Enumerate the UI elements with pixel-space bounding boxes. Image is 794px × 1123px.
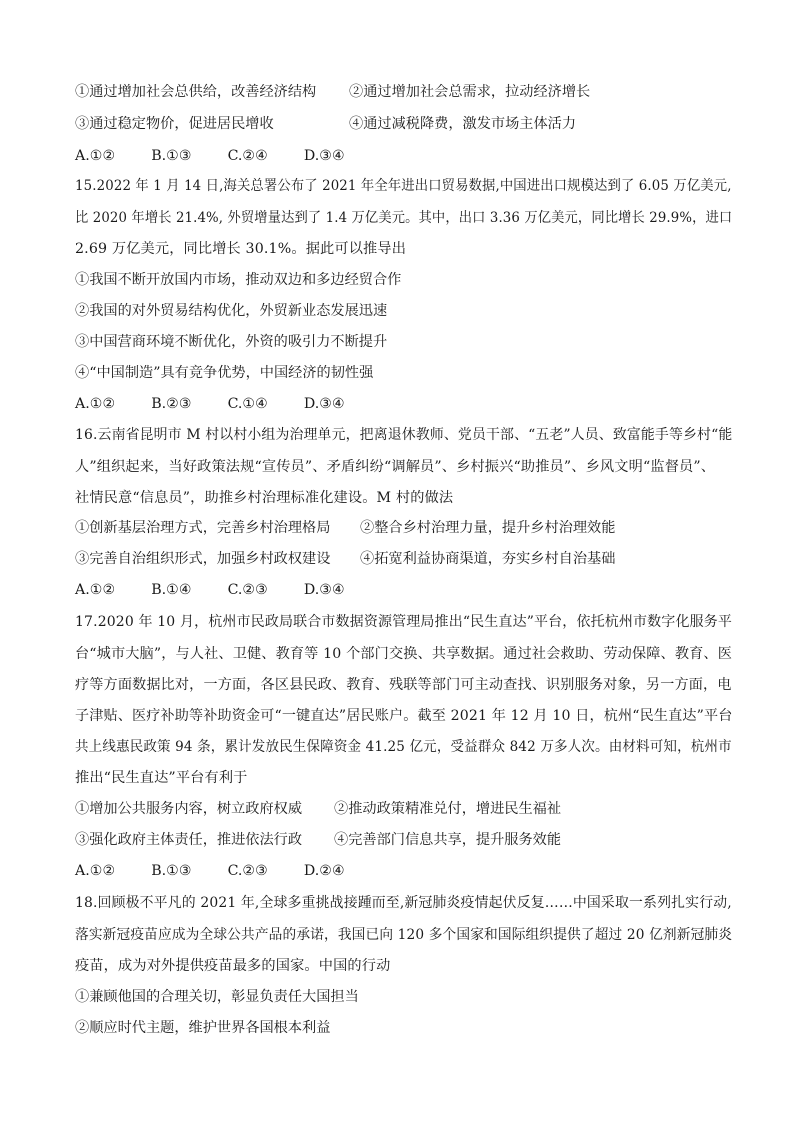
q16-option-3: ③完善自治组织形式，加强乡村政权建设	[75, 551, 331, 567]
q14-option-3: ③通过稳定物价，促进居民增收	[75, 116, 274, 132]
q17-options-row-2	[75, 830, 561, 850]
q17-answer-c: C.②③	[227, 863, 268, 879]
q15-answer-choices	[75, 394, 345, 414]
q14-answer-c: C.②④	[227, 148, 268, 164]
q14-answer-d: D.③④	[303, 148, 345, 164]
q15-stem-line-2: 比 2020 年增长 21.4%, 外贸增量达到了 1.4 万亿美元。其中，出口 3.36 万亿美元，同比增长 29.9%，进口	[75, 210, 733, 226]
q18-stem-line-3: 疫苗，成为对外提供疫苗最多的国家。中国的行动	[75, 958, 391, 974]
q15-answer-c: C.①④	[227, 396, 268, 412]
q16-answer-a: A.①②	[75, 582, 116, 598]
q14-option-4: ④通过减税降费，激发市场主体活力	[349, 116, 577, 132]
q16-options-row-2	[75, 549, 615, 569]
q17-option-1: ①增加公共服务内容，树立政府权威	[75, 801, 303, 817]
q15-option-4: ④“中国制造”具有竞争优势，中国经济的韧性强	[75, 365, 374, 381]
q17-option-3: ③强化政府主体责任，推进依法行政	[75, 832, 303, 848]
q17-stem-line-4: 子津贴、医疗补助等补助资金可“一键直达”居民账户。截至 2021 年 12 月 10 日，杭州“民生直达”平台	[75, 708, 733, 724]
q18-stem-line-1: 18.回顾极不平凡的 2021 年,全球多重挑战接踵而至,新冠肺炎疫情起伏反复……中国采取一系列扎实行动,	[75, 895, 732, 911]
q16-option-4: ④拓宽利益协商渠道，夯实乡村自治基础	[360, 551, 616, 567]
q15-stem-line-1: 15.2022 年 1 月 14 日,海关总署公布了 2021 年全年进出口贸易数据,中国进出口规模达到了 6.05 万亿美元,	[75, 178, 732, 194]
q14-answer-a: A.①②	[75, 148, 116, 164]
q18-option-1: ①兼顾他国的合理关切，彰显负责任大国担当	[75, 989, 359, 1005]
q17-option-4: ④完善部门信息共享，提升服务效能	[334, 832, 562, 848]
q14-options-row-2	[75, 114, 576, 134]
q14-answer-choices	[75, 146, 345, 166]
q17-stem-line-1: 17.2020 年 10 月，杭州市民政局联合市数据资源管理局推出“民生直达”平台，依托杭州市数字化服务平	[75, 614, 733, 630]
q15-option-3: ③中国营商环境不断优化，外资的吸引力不断提升	[75, 334, 388, 350]
q16-answer-choices	[75, 580, 345, 600]
q14-option-2: ②通过增加社会总需求，拉动经济增长	[349, 84, 591, 100]
q15-stem-line-3: 2.69 万亿美元，同比增长 30.1%。据此可以推导出	[75, 241, 407, 257]
q17-stem-line-3: 疗等方面数据比对，一方面，各区县民政、教育、残联等部门可主动查找、识别服务对象，另一方面，电	[75, 677, 732, 693]
q17-stem-line-5: 共上线惠民政策 94 条，累计发放民生保障资金 41.25 亿元，受益群众 842 万多人次。由材料可知，杭州市	[75, 739, 732, 755]
q18-option-2: ②顺应时代主题，维护世界各国根本利益	[75, 1020, 331, 1036]
q18-stem-line-2: 落实新冠疫苗应成为全球公共产品的承诺，我国已向 120 多个国家和国际组织提供了超过 20 亿剂新冠肺炎	[75, 927, 733, 943]
q14-answer-b: B.①③	[151, 148, 192, 164]
q15-option-2: ②我国的对外贸易结构优化，外贸新业态发展迅速	[75, 303, 388, 319]
q16-option-2: ②整合乡村治理力量，提升乡村治理效能	[360, 520, 616, 536]
q17-stem-line-6: 推出“民生直达”平台有利于	[75, 770, 248, 786]
q16-stem-line-2: 人”组织起来，当好政策法规“宣传员”、矛盾纠纷“调解员”、乡村振兴“助推员”、乡风文明“监督员”、	[75, 459, 716, 475]
q17-stem-line-2: 台“城市大脑”，与人社、卫健、教育等 10 个部门交换、共享数据。通过社会救助、劳动保障、教育、医	[75, 646, 733, 662]
q15-answer-d: D.③④	[303, 396, 345, 412]
q16-option-1: ①创新基层治理方式，完善乡村治理格局	[75, 520, 331, 536]
q16-answer-c: C.②③	[227, 582, 268, 598]
q17-answer-a: A.①②	[75, 863, 116, 879]
q17-options-row-1	[75, 799, 561, 819]
q16-stem-line-1: 16.云南省昆明市 M 村以村小组为治理单元，把离退休教师、党员干部、“五老”人员、致富能手等乡村“能	[75, 427, 733, 443]
q14-option-1: ①通过增加社会总供给，改善经济结构	[75, 84, 317, 100]
q17-answer-choices	[75, 861, 345, 881]
q15-answer-a: A.①②	[75, 396, 116, 412]
q15-answer-b: B.②③	[151, 396, 192, 412]
q14-options-row-1	[75, 82, 590, 102]
q16-stem-line-3: 社情民意“信息员”，助推乡村治理标准化建设。M 村的做法	[75, 490, 454, 506]
q17-answer-b: B.①③	[151, 863, 192, 879]
q16-answer-d: D.③④	[303, 582, 345, 598]
q17-answer-d: D.②④	[303, 863, 345, 879]
q15-option-1: ①我国不断开放国内市场，推动双边和多边经贸合作	[75, 272, 402, 288]
q16-answer-b: B.①④	[151, 582, 192, 598]
q17-option-2: ②推动政策精准兑付，增进民生福祉	[334, 801, 562, 817]
q16-options-row-1	[75, 518, 615, 538]
